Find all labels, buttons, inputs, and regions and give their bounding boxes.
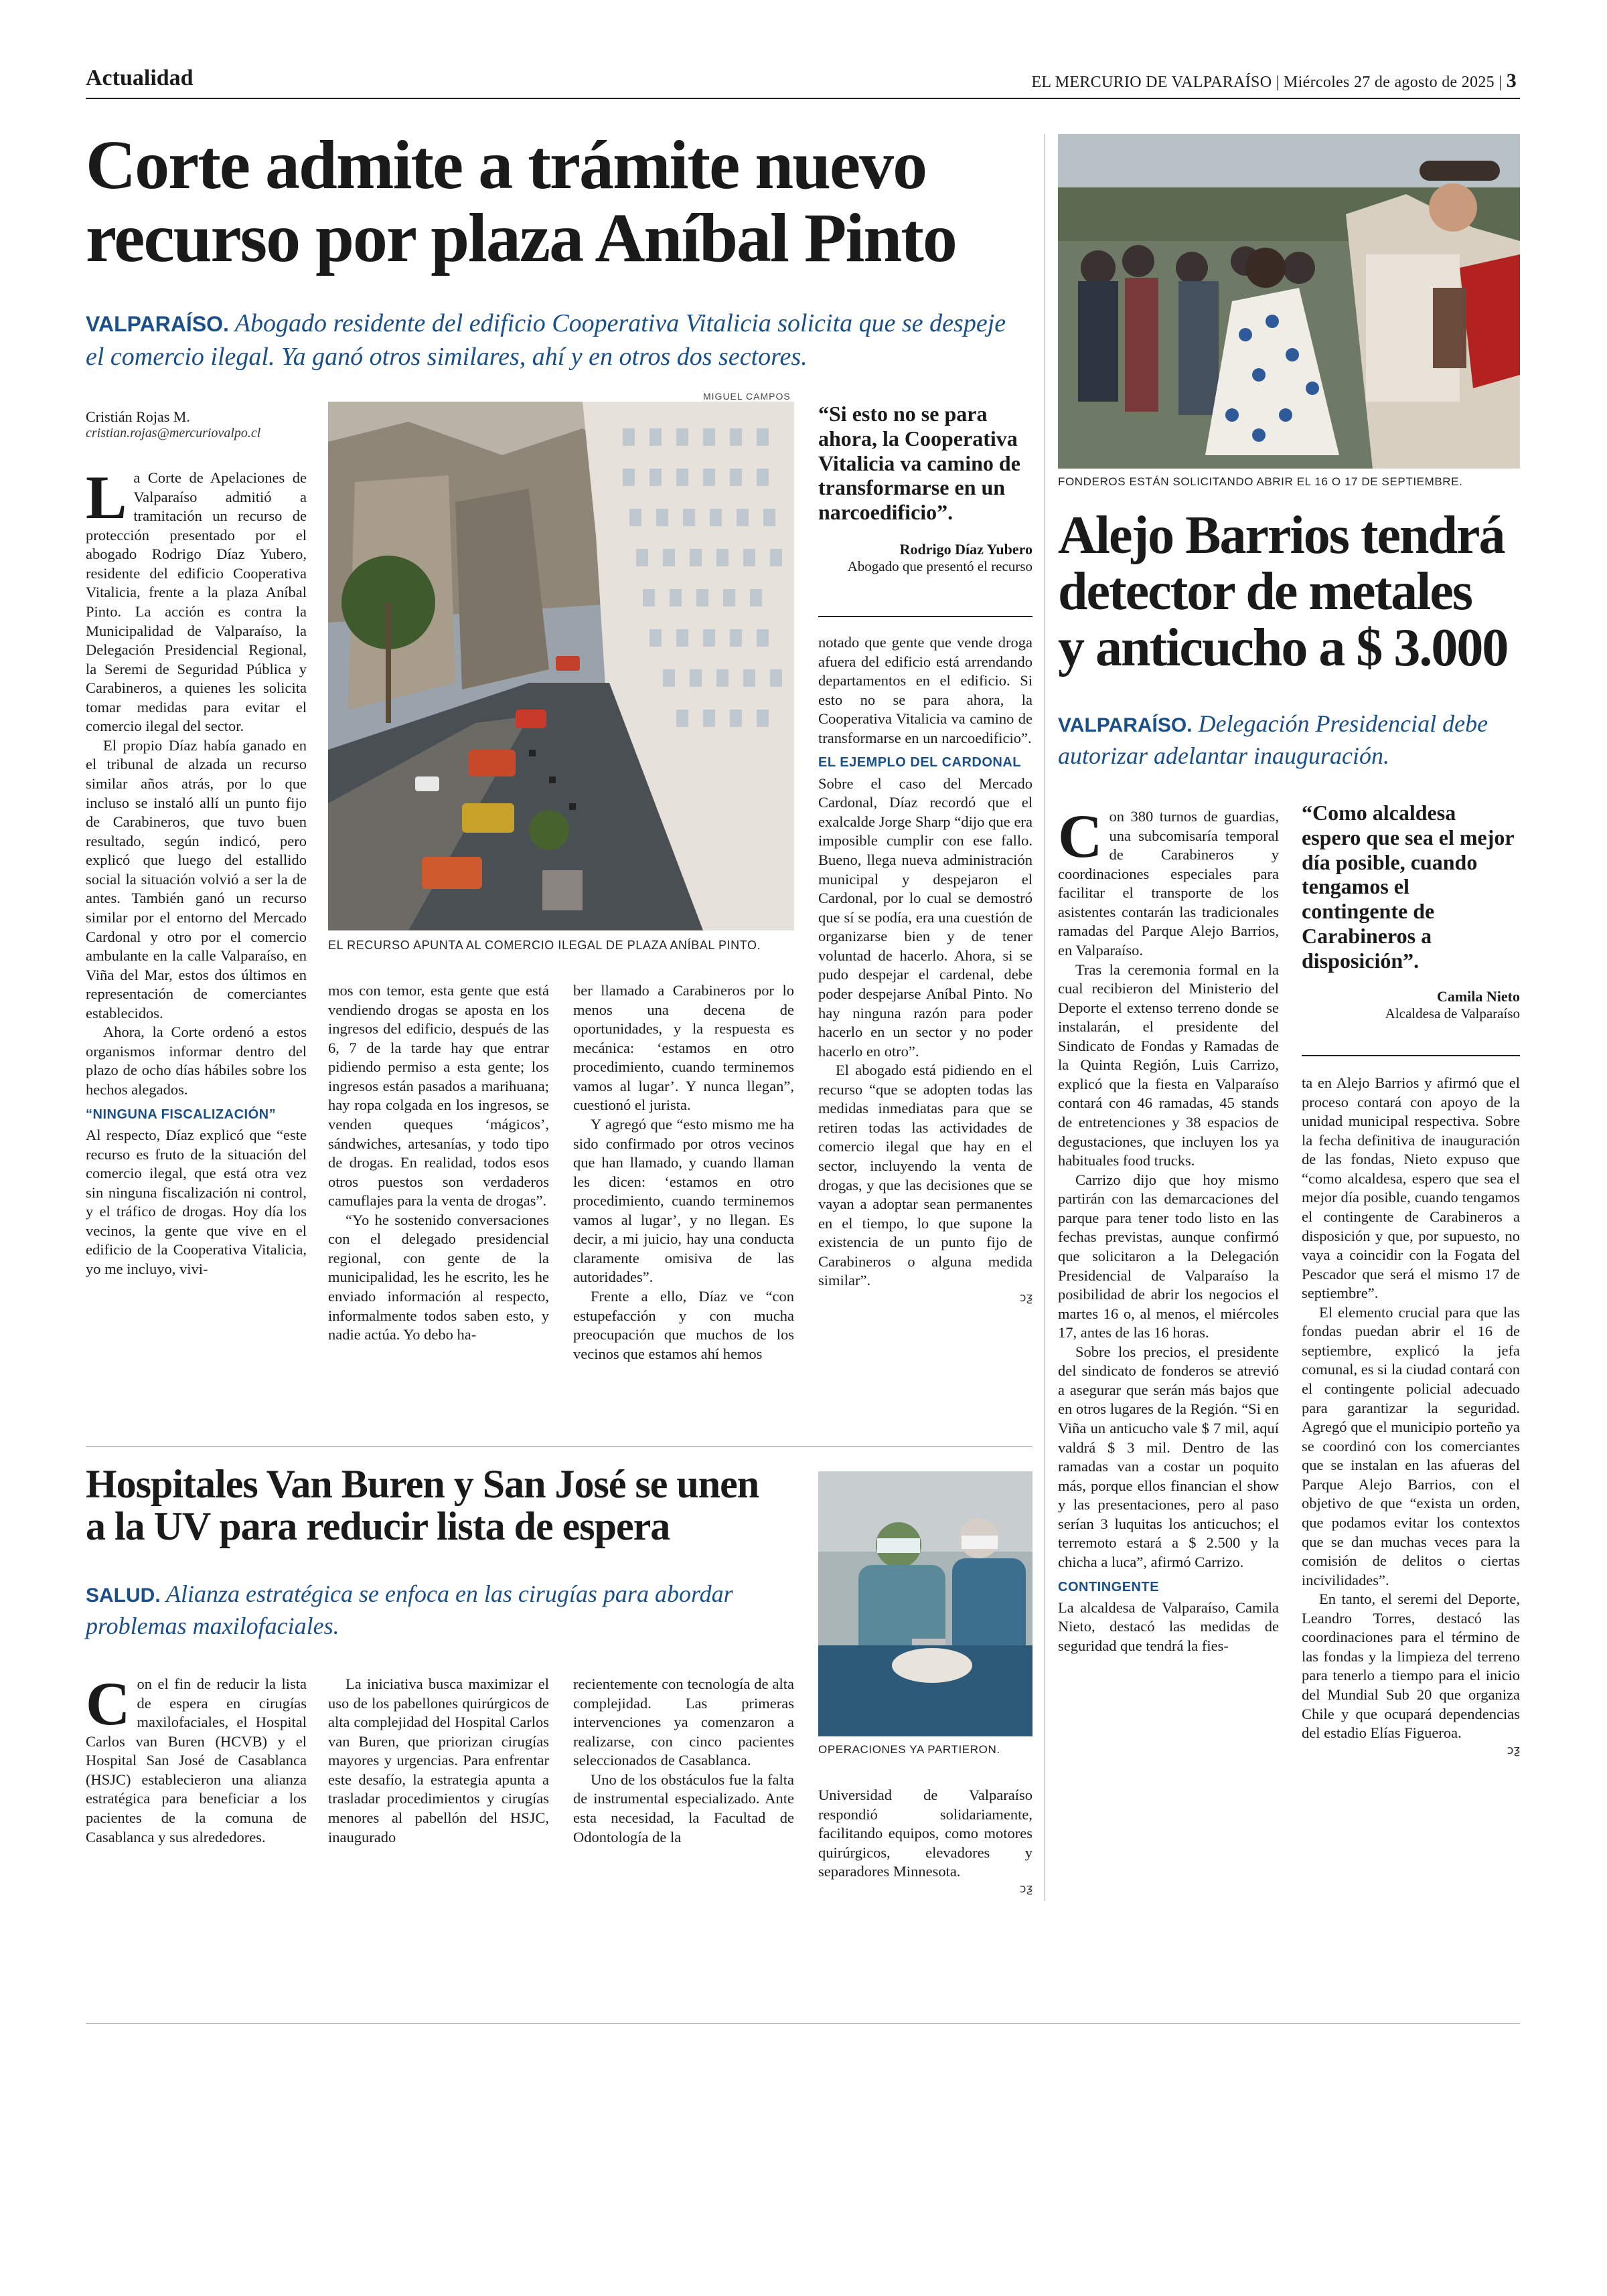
article2-headline-line2: detector de metales [1058, 562, 1472, 621]
article2-pull-quote-role: Alcaldesa de Valparaíso [1385, 1005, 1520, 1021]
article1-col1-p3: Ahora, la Corte ordenó a estos organismos informar dentro del plazo de ocho días hábiles sobre los hechos alegados. [86, 1023, 307, 1098]
article3-col2 [328, 1675, 549, 1847]
article1-headline-line2: recurso por plaza Aníbal Pinto [86, 199, 956, 277]
article1-col3-p1: ber llamado a Carabineros por lo menos una decena de oportunidades, y la respuesta es mecánica: ‘estamos en otro procedimiento, cuando terminemos vamos al lugar’. Y nunca llegan”, cuestionó el jurista. [573, 982, 794, 1114]
article3-col2-p1: La iniciativa busca maximizar el uso de los pabellones quirúrgicos de alta complejidad del Hospital Carlos van Buren, que priorizan cirugías mayores y urgencias. Para enfrentar este desafío, la estrategia apunta a trasladar procedimientos y cirugías menores al pabellón del HSJC, inaugurado [328, 1675, 549, 1846]
article3-headline-line2: a la UV para reducir lista de espera [86, 1504, 670, 1548]
article1-col3-p2: Y agregó que “esto mismo me ha sido confirmado por otros vecinos que han llamado, y cuando llaman les dicen: ‘estamos en otro procedimiento, cuando terminemos vamos al lugar’, y no llegan. Es decir, a mi juicio, hay una conducta claramente omisiva de las autoridades”. [573, 1115, 794, 1286]
article3-end-mark: ↄƺ [1019, 1881, 1032, 1896]
page-number: 3 [1506, 70, 1517, 92]
article1-col3 [573, 981, 794, 1364]
article1-headline-line1: Corte admite a trámite nuevo [86, 127, 927, 203]
article2-col2 [1302, 1074, 1520, 1758]
article2-col2-p3: En tanto, el seremi del Deporte, Leandro Torres, destacó las coordinaciones para el término de las fondas y la limpieza del terreno para tenerlo a tiempo para el inicio del Mundial Sub 20 que organiza Chile y que ocupará dependencias del estadio Elías Figueroa. [1302, 1590, 1520, 1742]
article3-dropcap: C [86, 1669, 131, 1738]
article2-col1-p1: on 380 turnos de guardias, una subcomisaría temporal de Carabineros y coordinaciones especiales para facilitar el transporte de los asistentes contarán las tradicionales ramadas del Parque Alejo Barrios, en Valparaíso. [1058, 808, 1279, 959]
article3-top-rule [86, 1446, 1032, 1447]
article2-pull-quote: “Como alcaldesa espero que sea el mejor día posible, cuando tengamos el contingente de Carabineros a disposición”. [1302, 801, 1514, 973]
article3-lead-text: Alianza estratégica se enfoca en las cirugías para abordar problemas maxilofaciales. [86, 1580, 733, 1639]
article1-subhead-1: “NINGUNA FISCALIZACIÓN” [86, 1106, 277, 1122]
article2-col2-p2: El elemento crucial para que las fondas puedan abrir el 16 de septiembre, explicó la jefa comunal, es si la ciudad contará con el contingente policial adecuado para garantizar la seguridad. Agregó que el municipio porteño ya se coordinó con los comerciantes que se instalan en las afueras del Parque Alejo Barrios, con el objetivo de que “exista un orden, que podamos evitar los contextos que se dan muchas veces para la comisión de delitos o ciertas incivilidades”. [1302, 1303, 1520, 1588]
article3-headline-line1: Hospitales Van Buren y San José se unen [86, 1462, 759, 1506]
article3-col4 [818, 1786, 1032, 1897]
article2-col1b-p1: La alcaldesa de Valparaíso, Camila Nieto, destacó las medidas de seguridad que tendrá la fies- [1058, 1598, 1279, 1655]
header-rule [86, 98, 1520, 99]
article1-pull-quote-role: Abogado que presentó el recurso [847, 558, 1032, 574]
article3-lead-tag: SALUD. [86, 1584, 161, 1607]
article1-col2-p2: “Yo he sostenido conversaciones con el delegado presidencial regional, con gente de la municipalidad, les he escrito, les he enviado información al respecto, informalmente todos saben esto, y nadie actúa. Yo debo ha- [328, 1211, 549, 1343]
article3-col1 [86, 1669, 307, 1847]
article1-pull-quote-block [818, 402, 1032, 575]
article2-photo-caption: FONDEROS ESTÁN SOLICITANDO ABRIR EL 16 O 17 DE SEPTIEMBRE. [1058, 475, 1463, 488]
article3-col1-p1: on el fin de reducir la lista de espera en cirugías maxilofaciales, el Hospital Carlos van Buren (HCVB) y el Hospital San José de Casablanca (HSJC) establecieron una alianza estratégica para beneficiar a los pacientes de la comuna de Casablanca y sus alrededores. [86, 1675, 307, 1846]
article2-dropcap: C [1058, 802, 1103, 870]
article2-subhead-1: CONTINGENTE [1058, 1579, 1160, 1594]
article1-col4 [818, 633, 1032, 1306]
article2-col1-p4: Sobre los precios, el presidente del sindicato de fonderos se atrevió a asegurar que serán más bajos que en otros lugares de la Región. “Si en Viña un anticucho vale $ 7 mil, aquí valdrá $ 3 mil. Dentro de las ramadas van a costar un poquito más, porque ellos financian el show y las presentaciones, pero al paso serían 3 luquitas los anticuchos; el terremoto estará a $ 2.500 y la chicha a luca”, afirmó Carrizo. [1058, 1343, 1279, 1570]
article1-photo [328, 402, 794, 930]
article1-col2-p1: mos con temor, esta gente que está vendiendo drogas se aposta en los ingresos del edificio, después de las 6, 7 de la tarde hay que entrar pidiendo permiso a esta gente; los ingresos están pasados a marihuana; hay ropa colgada en los ingresos, se venden queques ‘mágicos’, sándwiches, artesanías, y todo tipo de drogas. En realidad, todos esos otros puestos son verdaderos camuflajes para la venta de drogas”. [328, 982, 549, 1210]
article1-col3-p3: Frente a ello, Díaz ve “con estupefacción y con mucha preocupación que muchos de los vecinos que estamos ahí hemos [573, 1288, 794, 1362]
article2-col1 [1058, 802, 1279, 1656]
article2-pull-quote-block [1302, 801, 1520, 1022]
masthead [870, 70, 1517, 92]
article1-dropcap: L [86, 463, 127, 531]
article1-photo-caption: EL RECURSO APUNTA AL COMERCIO ILEGAL DE PLAZA ANÍBAL PINTO. [328, 938, 761, 952]
article1-lead-tag: VALPARAÍSO. [86, 312, 229, 336]
article2-headline [1058, 507, 1520, 676]
article1-byline: Cristián Rojas M. [86, 408, 190, 425]
article1-col4-p1: notado que gente que vende droga afuera del edificio está arrendando departamentos en el edificio. Si esto no se para ahora, la Cooperativa Vitalicia va camino de transformarse en un narcoedificio”. [818, 634, 1032, 746]
article2-col1-p2: Tras la ceremonia formal en la cual recibieron del Ministerio del Deporte el extenso terreno donde se instalarán, el presidente del Sindicato de Fondas y Ramadas de la Quinta Región, Luis Carrizo, explicó que la fiesta en Valparaíso contará con 46 ramadas, 45 stands de entretenciones y 38 espacios de degustaciones, que incluyen los ya habituales food trucks. [1058, 961, 1279, 1169]
article1-pull-quote: “Si esto no se para ahora, la Cooperativa Vitalicia va camino de transformarse en un narcoedificio”. [818, 402, 1020, 525]
footer-rule [86, 2023, 1520, 2024]
article1-photo-credit: MIGUEL CAMPOS [703, 391, 791, 402]
article1-email[interactable]: cristian.rojas@mercuriovalpo.cl [86, 426, 261, 440]
article1-col1 [86, 463, 307, 1279]
article1-headline [86, 127, 1050, 277]
article1-pull-quote-name: Rodrigo Díaz Yubero [899, 540, 1032, 558]
article2-lead-text: Delegación Presidencial debe autorizar adelantar inauguración. [1058, 710, 1488, 769]
article3-photo-caption: OPERACIONES YA PARTIERON. [818, 1743, 1000, 1756]
article1-col1-p1: a Corte de Apelaciones de Valparaíso admitió a tramitación un recurso de protección presentado por el abogado Rodrigo Díaz Yubero, residente del edificio Cooperativa Vitalicia, frente a la plaza Aníbal Pinto. La acción es contra la Municipalidad de Valparaíso, la Delegación Presidencial Regional, la Seremi de Seguridad Pública y Carabineros, a quienes les solicita tomar medidas para evitar el comercio ilegal del sector. [86, 469, 307, 735]
article1-byline-block [86, 408, 307, 441]
article1-end-mark: ↄƺ [1019, 1290, 1032, 1305]
article2-headline-line1: Alejo Barrios tendrá [1058, 506, 1505, 565]
article2-pull-quote-name: Camila Nieto [1436, 987, 1520, 1005]
section-label: Actualidad [86, 66, 194, 90]
article1-col1b-p1: Al respecto, Díaz explicó que “este recurso es fruto de la situación del comercio ilegal, que está otra vez sin ninguna fiscalización ni control, y el tráfico de drogas. Hoy día los vecinos, la gente que vive en el edificio de la Cooperativa Vitalicia, yo me incluyo, vivi- [86, 1126, 307, 1277]
article1-col4b-p2: El abogado está pidiendo en el recurso “que se adopten todas las medidas inmediatas para que se retiren todas las actividades de comercio ilegal que hay en el sector, incluyendo la venta de drogas, y que las decisiones que se vayan a adoptar sean permanentes en el tiempo, lo que supone la existencia de un punto fijo de Carabineros o alguna medida similar”. [818, 1062, 1032, 1289]
article1-lead-text: Abogado residente del edificio Cooperativa Vitalicia solicita que se despeje el comercio ilegal. Ya ganó otros similares, ahí y en otros dos sectores. [86, 309, 1006, 372]
article2-col1-p3: Carrizo dijo que hoy mismo partirán con las demarcaciones del parque para tener todo listo en las fechas previstas, aunque confirmó que solicitaron a la Delegación Presidencial de Valparaíso la posibilidad de abrir los negocios el martes 16 o, al menos, el miércoles 17, antes de las 16 horas. [1058, 1171, 1279, 1341]
article3-headline [86, 1463, 822, 1548]
article1-col2 [328, 981, 549, 1345]
article2-end-mark: ↄƺ [1507, 1742, 1520, 1757]
article1-subhead-2: EL EJEMPLO DEL CARDONAL [818, 755, 1022, 770]
article2-lead-tag: VALPARAÍSO. [1058, 714, 1193, 736]
article2-photo [1058, 134, 1520, 469]
article2-col2-p1: ta en Alejo Barrios y afirmó que el proceso contará con apoyo de la unidad municipal respectiva. Sobre la fecha definitiva de inauguración de las fondas, Nieto expuso que “como alcaldesa, espero que sea el mejor día posible, cuando tengamos el contingente de Carabineros a disposición y que, por supuesto, no vaya a coincidir con la Fogata del Pescador que será el mismo 17 de septiembre”. [1302, 1074, 1520, 1302]
article3-col4-p1: Universidad de Valparaíso respondió solidariamente, facilitando equipos, como motores quirúrgicos, elevadores y separadores Minnesota. [818, 1787, 1032, 1880]
article3-col3-p2: Uno de los obstáculos fue la falta de instrumental especializado. Ante esta necesidad, la Facultad de Odontología de la [573, 1771, 794, 1846]
article2-headline-line3: y anticucho a $ 3.000 [1058, 619, 1508, 677]
article1-col4b-p1: Sobre el caso del Mercado Cardonal, Díaz recordó que el exalcalde Jorge Sharp “dijo que era imposible cumplir con ese fallo. Bueno, llega nueva administración municipal y despejaron el Cardonal, por lo cual se demostró que sí se podía, era una cuestión de organizarse bien y de tener voluntad de hacerlo. Ahora, si se pudo despejar el cardenal, debe poder despejarse Aníbal Pinto. No hay ninguna razón para poder hacerlo en un sector y no poder hacerlo en otro”. [818, 774, 1032, 1060]
article2-pull-quote-rule [1302, 1055, 1520, 1056]
article1-lead [86, 307, 1030, 374]
article2-lead [1058, 708, 1520, 772]
article3-photo [818, 1471, 1032, 1736]
article3-lead [86, 1578, 789, 1642]
article3-col3 [573, 1675, 794, 1847]
masthead-text: EL MERCURIO DE VALPARAÍSO | Miércoles 27 de agosto de 2025 | [1031, 74, 1503, 91]
article1-col1-p2: El propio Díaz había ganado en el tribunal de alzada un recurso similar años atrás, por lo que incluso se instaló allí un punto fijo de Carabineros, que tuvo buen resultado, según indicó, pero explicó que luego del estallido social la situación volvió a ser la de antes. También ganó un recurso similar por el entorno del Mercado Cardonal y otro por el comercio ambulante en la calle Valparaíso, en Viña del Mar, estos dos últimos en representación de comerciantes establecidos. [86, 736, 307, 1021]
article3-col3-p1: recientemente con tecnología de alta complejidad. Las primeras intervenciones ya comenzaron a realizarse, con cinco pacientes seleccionados de Casablanca. [573, 1675, 794, 1769]
article1-pull-quote-rule [818, 616, 1032, 617]
